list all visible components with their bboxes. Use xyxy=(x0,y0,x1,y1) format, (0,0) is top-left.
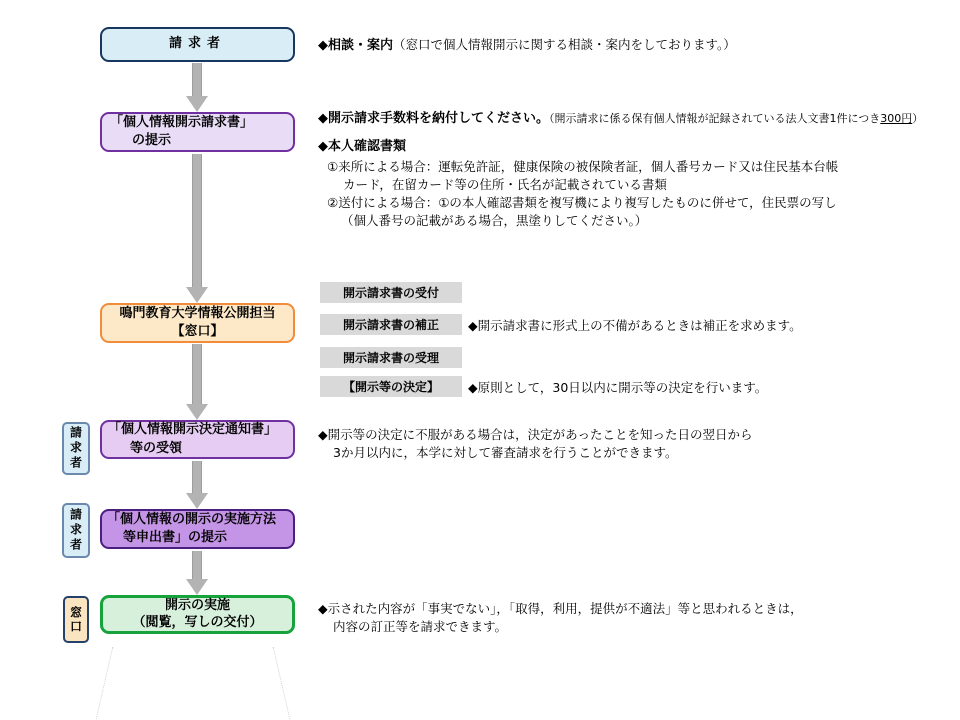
arrow-shaft xyxy=(192,63,202,96)
annotation-id-title: ◆本人確認書類 xyxy=(318,139,406,154)
annotation-revise-line1: ◆示された内容が「事実でない」，「取得，利用，提供が不適法」等と思われるときは， xyxy=(318,601,803,616)
flow-box-disclosure-implementation-line1: 開示の実施 xyxy=(164,597,230,613)
flow-arrow-down-2 xyxy=(186,154,208,303)
annotation-id-line1: ①来所による場合：運転免許証，健康保険の被保険者証，個人番号カード又は住民基本台帳 xyxy=(327,159,839,174)
flow-box-office-line1: 鳴門教育大学情報公開担当 xyxy=(119,305,276,321)
flow-box-requester-label: 請求者 xyxy=(168,36,226,52)
process-step-correction: 開示請求書の補正 xyxy=(320,314,462,335)
arrow-head-icon xyxy=(186,579,208,595)
annotation-consult-title: ◆相談・案内 xyxy=(318,38,393,53)
arrow-head-icon xyxy=(186,493,208,509)
annotation-id-line2: カード，在留カード等の住所・氏名が記載されている書類 xyxy=(343,177,667,192)
dotted-guide-line-left xyxy=(96,647,114,719)
annotation-revise-line2: 内容の訂正等を請求できます。 xyxy=(333,619,508,634)
process-step-receipt: 開示請求書の受付 xyxy=(320,282,462,303)
annotation-consult-body: （窓口で個人情報開示に関する相談・案内をしております。） xyxy=(393,37,736,52)
flow-box-request-form-line2: の提示 xyxy=(132,133,172,148)
flow-arrow-down-3 xyxy=(186,344,208,420)
process-step-decision: 【開示等の決定】 xyxy=(320,376,462,397)
arrow-head-icon xyxy=(186,96,208,112)
flow-box-implementation-method xyxy=(100,509,295,549)
annotation-appeal-line2: 3か月以内に，本学に対して審査請求を行うことができます。 xyxy=(333,445,678,460)
annotation-fee xyxy=(318,109,923,128)
flow-box-request-form xyxy=(100,112,295,152)
arrow-head-icon xyxy=(186,404,208,420)
side-label-counter: 窓口 xyxy=(63,596,89,643)
flow-box-office-line2: 【窓口】 xyxy=(171,324,224,339)
annotation-decision: ◆原則として，30日以内に開示等の決定を行います。 xyxy=(468,380,768,395)
arrow-head-icon xyxy=(186,287,208,303)
arrow-shaft xyxy=(192,551,202,579)
process-step-acceptance: 開示請求書の受理 xyxy=(320,347,462,368)
flow-box-decision-notice xyxy=(100,420,295,459)
arrow-shaft xyxy=(192,344,202,404)
annotation-fee-paren-close: ） xyxy=(912,112,924,125)
annotation-fee-title: ◆開示請求手数料を納付してください。 xyxy=(318,111,549,126)
annotation-id-line3: ②送付による場合：①の本人確認書類を複写機により複写したものに併せて，住民票の写し xyxy=(327,195,837,210)
arrow-shaft xyxy=(192,154,202,287)
annotation-id-line4: （個人番号の記載がある場合，黒塗りしてください。） xyxy=(341,213,648,228)
flow-box-decision-notice-line2: 等の受領 xyxy=(130,440,183,456)
flow-arrow-down-5 xyxy=(186,551,208,595)
side-label-requester-2: 請求者 xyxy=(62,503,90,558)
flow-arrow-down-1 xyxy=(186,63,208,112)
flow-box-implementation-method-line2: 等申出書」の提示 xyxy=(123,530,228,545)
flow-box-implementation-method-line1: 「個人情報の開示の実施方法 xyxy=(107,511,277,527)
flow-box-decision-notice-line1: 「個人情報開示決定通知書」 xyxy=(108,422,278,438)
flow-box-request-form-line1: 「個人情報開示請求書」 xyxy=(110,114,254,130)
annotation-fee-amount: 300円 xyxy=(880,112,913,125)
flow-arrow-down-4 xyxy=(186,461,208,509)
flow-box-requester xyxy=(100,27,295,62)
annotation-correction: ◆開示請求書に形式上の不備があるときは補正を求めます。 xyxy=(468,318,802,333)
annotation-fee-paren-open: （開示請求に係る保有個人情報が記録されている法人文書1件につき xyxy=(549,112,881,125)
annotation-appeal-line1: ◆開示等の決定に不服がある場合は，決定があったことを知った日の翌日から xyxy=(318,427,753,442)
arrow-shaft xyxy=(192,461,202,493)
flow-box-office xyxy=(100,303,295,343)
flow-box-disclosure-implementation xyxy=(100,595,295,634)
side-label-requester-1: 請求者 xyxy=(62,422,90,475)
annotation-consult xyxy=(318,36,736,55)
flow-box-disclosure-implementation-line2: （閲覧，写しの交付） xyxy=(132,614,263,630)
dotted-guide-line-right xyxy=(273,647,291,719)
